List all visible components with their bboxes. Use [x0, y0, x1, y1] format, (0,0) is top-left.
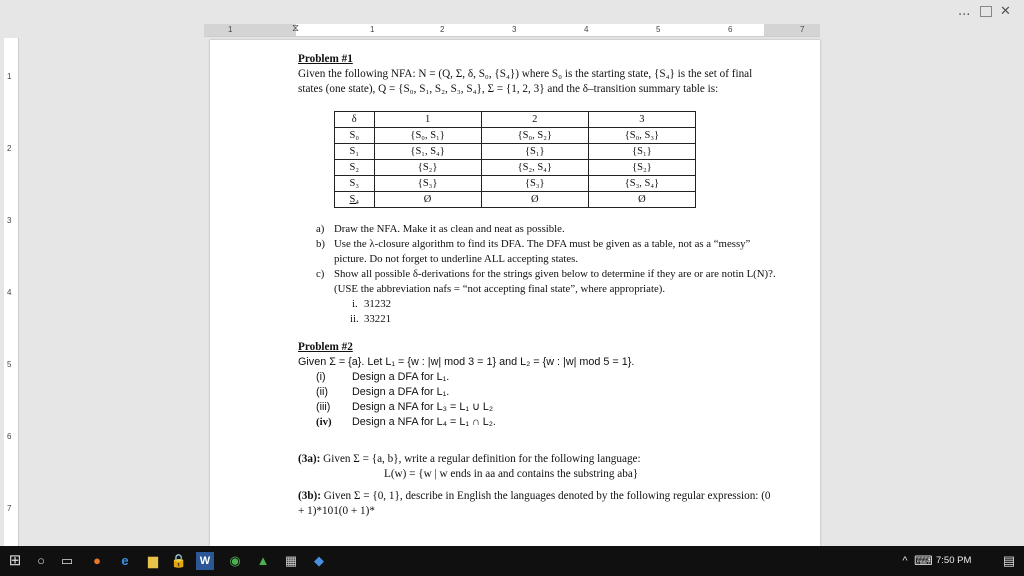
table-cell: S₂ [335, 160, 375, 176]
ruler-label: 2 [440, 25, 445, 34]
ruler-margin-left [204, 24, 296, 36]
ruler-label: 6 [7, 432, 12, 441]
table-header: 1 [374, 112, 481, 128]
problem1-title: Problem #1 [298, 53, 353, 65]
list-item [316, 297, 778, 312]
ruler-label: 7 [800, 25, 805, 34]
table-cell: S₀ [335, 128, 375, 144]
item-label: a) [316, 223, 325, 235]
problem2-intro: Given Σ = {a}. Let L₁ = {w : |w| mod 3 = 1} and L₂ = {w : |w| mod 5 = 1}. [298, 356, 635, 368]
edge-icon[interactable]: e [121, 553, 129, 568]
document-body[interactable] [298, 52, 778, 519]
ruler-label: 6 [728, 25, 733, 34]
problem3b [298, 489, 778, 519]
item-label: c) [316, 268, 325, 280]
ruler-label: 3 [512, 25, 517, 34]
ruler-label: 5 [656, 25, 661, 34]
search-icon[interactable]: ○ [37, 553, 45, 568]
item-text: Design a DFA for L₁. [352, 371, 450, 383]
item-label: i. [352, 298, 358, 310]
table-cell: {S₁} [588, 144, 695, 160]
table-cell: {S₂, S₄} [481, 160, 588, 176]
table-cell: Ø [481, 192, 588, 208]
file-explorer-icon[interactable]: ▆ [148, 553, 158, 568]
shield-icon[interactable]: ◆ [314, 553, 324, 568]
problem3a-label: (3a): [298, 453, 321, 465]
ruler-label: 4 [584, 25, 589, 34]
table-header: 2 [481, 112, 588, 128]
table-cell: S₁ [335, 144, 375, 160]
windows-start-icon[interactable]: ⊞ [8, 552, 22, 569]
item-text: Show all possible δ-derivations for the strings given below to determine if they are or are notin L(N)?. (USE the abbreviation nafs = “not accepting final state”, where appropriate). [334, 268, 776, 295]
table-cell: {S₃} [481, 176, 588, 192]
list-item [316, 400, 778, 415]
table-row [335, 192, 696, 208]
horizontal-ruler [204, 24, 820, 37]
ruler-label: 7 [7, 504, 12, 513]
problem2-tasks [298, 370, 778, 430]
item-label: (iv) [316, 416, 332, 428]
notification-icon[interactable]: ▤ [1002, 553, 1016, 568]
table-row [335, 160, 696, 176]
ruler-label: 3 [7, 216, 12, 225]
table-cell: {S₀, S₃} [588, 128, 695, 144]
indent-marker-icon[interactable]: ⧖ [292, 23, 300, 34]
item-label: (iii) [316, 401, 331, 413]
ruler-label: 5 [7, 360, 12, 369]
item-label: b) [316, 238, 325, 250]
table-cell: S₄ [335, 192, 375, 208]
problem1-tasks [298, 222, 778, 327]
vertical-ruler [4, 38, 19, 546]
ruler-label: 2 [7, 144, 12, 153]
ruler-label: 1 [7, 72, 12, 81]
item-label: (ii) [316, 386, 328, 398]
problem2-title: Problem #2 [298, 341, 353, 353]
table-row [335, 144, 696, 160]
problem1-intro: Given the following NFA: N = (Q, Σ, δ, S₀, {S₄}) where S₀ is the starting state, {S₄} is the set of final states (one state), Q = {S₀, S₁, S₂, S₃, S₄}, Σ = {1, 2, 3} and the δ–transition summary table is: [298, 68, 753, 95]
table-header-row [335, 112, 696, 128]
table-cell: {S₃, S₄} [588, 176, 695, 192]
list-item [316, 312, 778, 327]
clock[interactable]: 7:50 PM [936, 555, 972, 566]
table-cell: {S₂} [374, 160, 481, 176]
problem3a-text: Given Σ = {a, b}, write a regular definition for the following language: [323, 453, 641, 465]
app-icon[interactable]: ▦ [284, 553, 298, 568]
word-icon[interactable]: W [196, 552, 214, 570]
list-item [316, 267, 778, 297]
store-icon[interactable]: 🔒 [170, 553, 188, 568]
table-cell: {S₀, S₁} [374, 128, 481, 144]
table-header: δ [335, 112, 375, 128]
list-item [316, 370, 778, 385]
ruler-label: 1 [228, 25, 233, 34]
list-item [316, 385, 778, 400]
problem3b-text: Given Σ = {0, 1}, describe in English the languages denoted by the following regular expression: (0 + 1)*101(0 + 1)* [298, 490, 771, 517]
item-text: Draw the NFA. Make it as clean and neat as possible. [334, 223, 565, 235]
restore-icon[interactable] [980, 6, 992, 17]
table-cell: Ø [374, 192, 481, 208]
table-header: 3 [588, 112, 695, 128]
keyboard-icon[interactable]: ⌨ [914, 553, 933, 568]
item-text: Design a NFA for L₄ = L₁ ∩ L₂. [352, 416, 496, 428]
table-row [335, 176, 696, 192]
item-text: Use the λ-closure algorithm to find its DFA. The DFA must be given as a table, not as a “messy” picture. Do not forget to underline ALL accepting states. [334, 238, 751, 265]
item-text: 31232 [364, 298, 391, 310]
close-button[interactable]: ✕ [1000, 4, 1011, 19]
table-cell: {S₃} [374, 176, 481, 192]
ruler-margin-right [764, 24, 820, 36]
problem3b-label: (3b): [298, 490, 321, 502]
table-cell: {S₀, S₂} [481, 128, 588, 144]
item-label: (i) [316, 371, 326, 383]
problem3a-language: L(w) = {w | w ends in aa and contains the substring aba} [384, 468, 639, 480]
taskbar [0, 546, 1024, 576]
table-cell: {S₂} [588, 160, 695, 176]
list-item [316, 415, 778, 430]
ruler-label: 1 [370, 25, 375, 34]
drive-icon[interactable]: ▲ [256, 553, 270, 568]
more-options-button[interactable]: ... [958, 4, 971, 19]
list-item [316, 222, 778, 237]
ruler-label: 4 [7, 288, 12, 297]
table-row [335, 128, 696, 144]
chrome-icon[interactable]: ◉ [229, 553, 241, 568]
table-cell: {S₁, S₄} [374, 144, 481, 160]
item-text: Design a DFA for L₁. [352, 386, 450, 398]
tray-up-arrow-icon[interactable]: ^ [902, 555, 908, 567]
problem3a [298, 452, 778, 467]
item-text: Design a NFA for L₃ = L₁ ∪ L₂ [352, 401, 494, 413]
table-cell: S₃ [335, 176, 375, 192]
table-cell: {S₁} [481, 144, 588, 160]
table-cell: Ø [588, 192, 695, 208]
list-item [316, 237, 778, 267]
transition-table [334, 111, 696, 208]
item-label: ii. [350, 313, 359, 325]
window-titlebar [0, 0, 1024, 24]
item-text: 33221 [364, 313, 391, 325]
task-view-icon[interactable]: ▭ [60, 553, 74, 568]
firefox-icon[interactable]: ● [93, 553, 101, 568]
